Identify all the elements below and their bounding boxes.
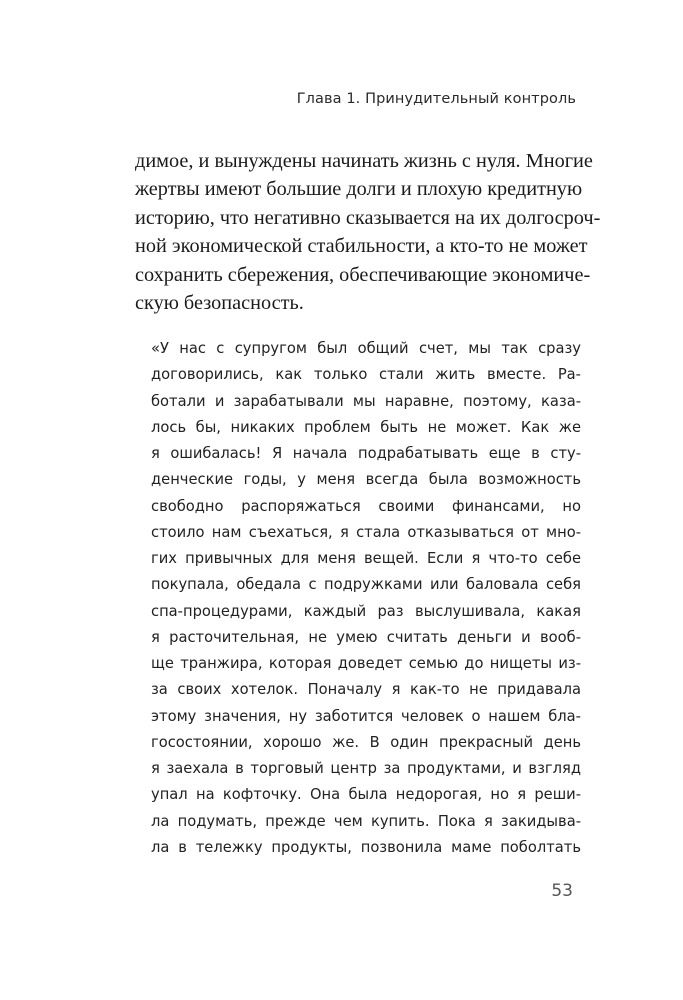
quote-line: договорились, как только стали жить вместе. Ра- (151, 366, 581, 384)
paragraph-line: жертвы имеют большие долги и плохую кредитную (135, 178, 583, 201)
quote-line: я заехала в торговый центр за продуктами, и взгляд (151, 760, 581, 777)
quote-line: денческие годы, у меня всегда была возможность (151, 471, 581, 489)
quote-line: ла в тележку продукты, позвонила маме поболтать (151, 838, 581, 856)
quote-line: ще транжира, которая доведет семью до нищеты из- (151, 655, 581, 672)
running-head: Глава 1. Принудительный контроль (296, 91, 576, 107)
quote-line: за своих хотелок. Поначалу я как-то не придавала (151, 681, 581, 699)
quote-line: упал на кофточку. Она была недорогая, но я реши- (151, 786, 581, 804)
paragraph-line: скую безопасность. (135, 292, 304, 315)
quote-line: покупала, обедала с подружками или баловала себя (151, 576, 581, 594)
quote-line: я расточительная, не умею считать деньги и вооб- (151, 628, 581, 646)
quote-line: я ошибалась! Я начала подрабатывать еще в сту- (151, 445, 581, 462)
paragraph-line: димое, и вынуждены начинать жизнь с нуля. Многие (135, 150, 593, 172)
quote-block (151, 336, 581, 861)
quote-line: свободно распоряжаться своими финансами, но (151, 497, 581, 515)
paragraph-line: сохранить сбережения, обеспечивающие экономиче- (135, 263, 591, 286)
body-paragraph (135, 147, 601, 317)
quote-line: лось бы, никаких проблем быть не может. Как же (151, 418, 581, 436)
quote-line: госостоянии, хорошо же. В один прекрасный день (151, 733, 581, 751)
quote-line: ботали и зарабатывали мы наравне, поэтому, каза- (151, 392, 581, 410)
quote-line: «У нас с супругом был общий счет, мы так сразу (151, 340, 581, 357)
paragraph-line: ной экономической стабильности, а кто-то не может (135, 235, 588, 258)
quote-line: спа-процедурами, каждый раз выслушивала, какая (151, 602, 581, 620)
quote-line: стоило нам съехаться, я стала отказываться от мно- (151, 523, 581, 541)
quote-line: этому значения, ну заботится человек о нашем бла- (151, 707, 581, 725)
quote-line: ла подумать, прежде чем купить. Пока я закидыва- (151, 812, 581, 830)
quote-line: гих привычных для меня вещей. Если я что-то себе (151, 550, 581, 567)
page-number: 53 (551, 881, 573, 901)
paragraph-line: историю, что негативно сказывается на их долгосроч- (135, 206, 601, 229)
